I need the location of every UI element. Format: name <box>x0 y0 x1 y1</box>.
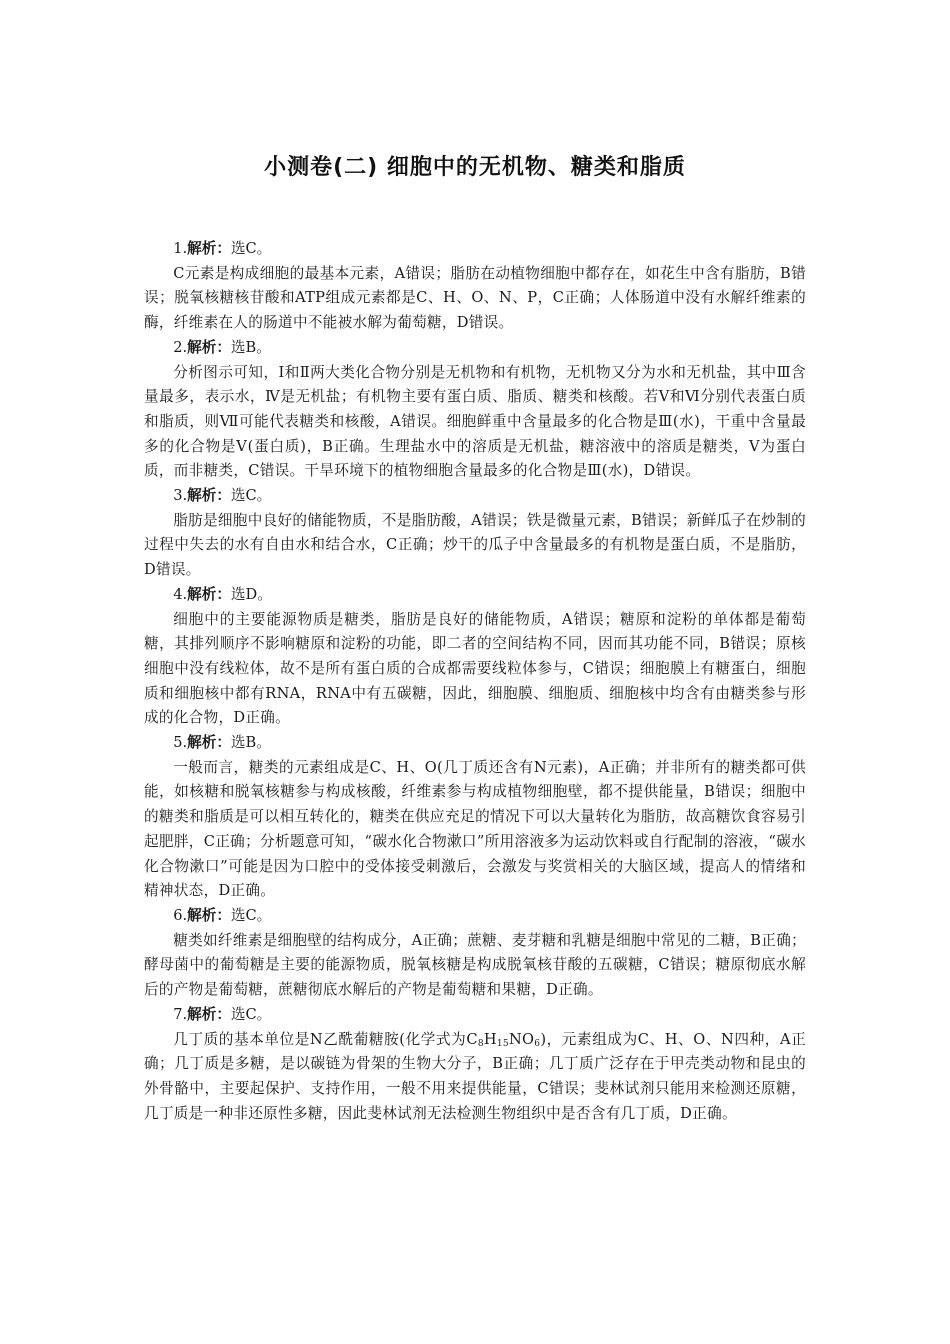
question-6-explanation: 糖类如纤维素是细胞壁的结构成分，A正确；蔗糖、麦芽糖和乳糖是细胞中常见的二糖，B正确；酵母菌中的葡萄糖是主要的能源物质，脱氧核糖是构成脱氧核苷酸的五碳糖，C错误；糖原彻底水解后的产物是葡萄糖，蔗糖彻底水解后的产物是葡萄糖和果糖，D正确。 <box>144 931 806 999</box>
question-number: 4. <box>173 585 188 603</box>
question-2-explanation: 分析图示可知，Ⅰ和Ⅱ两大类化合物分别是无机物和有机物，无机物又分为水和无机盐，其中Ⅲ含量最多，表示水，Ⅳ是无机盐；有机物主要有蛋白质、脂质、糖类和核酸。若Ⅴ和Ⅵ分别代表蛋白质和脂质，则Ⅶ可能代表糖类和核酸，A错误。细胞鲜重中含量最多的化合物是Ⅲ(水)，干重中含量最多的化合物是Ⅴ(蛋白质)，B正确。生理盐水中的溶质是无机盐，糖溶液中的溶质是糖类，Ⅴ为蛋白质，而非糖类，C错误。干旱环境下的植物细胞含量最多的化合物是Ⅲ(水)，D错误。 <box>144 363 806 480</box>
analysis-label: 解析： <box>187 907 231 924</box>
question-6-header <box>144 904 806 929</box>
analysis-label: 解析： <box>187 241 231 257</box>
page-title: 小测卷(二) 细胞中的无机物、糖类和脂质 <box>264 155 686 180</box>
analysis-label: 解析： <box>187 339 231 356</box>
text-segment: H <box>483 1030 497 1048</box>
question-number: 7. <box>173 1005 188 1023</box>
answer-choice: 选B。 <box>230 338 271 356</box>
question-number: 3. <box>173 487 188 505</box>
text-segment: 几丁质的基本单位是N乙酰葡糖胺(化学式为C <box>173 1030 478 1048</box>
text-segment: )，元素组成为C、H、O、N四种，A正确；几丁质是多糖，是以碳链为骨架的生物大分子，B正确；几丁质广泛存在于甲壳类动物和昆虫的外骨骼中，主要起保护、支持作用，一般不用来提供能量，C错误；斐林试剂只能用来检测还原糖，几丁质是一种非还原性多糖，因此斐林试剂无法检测生物组织中是否含有几丁质，D正确。 <box>144 1030 806 1122</box>
subscript: 6 <box>534 1038 541 1049</box>
subscript: 15 <box>496 1038 509 1049</box>
question-5-explanation: 一般而言，糖类的元素组成是C、H、O(几丁质还含有N元素)，A正确；并非所有的糖类都可供能，如核糖和脱氧核糖参与构成核酸，纤维素参与构成植物细胞壁，都不提供能量，B错误；细胞中的糖类和脂质是可以相互转化的，糖类在供应充足的情况下可以大量转化为脂肪，故高糖饮食容易引起肥胖，C正确；分析题意可知，“碳水化合物漱口”所用溶液多为运动饮料或自行配制的溶液，“碳水化合物漱口”可能是因为口腔中的受体接受刺激后，会激发与奖赏相关的大脑区域，提高人的情绪和精神状态，D正确。 <box>144 758 806 900</box>
answer-choice: 选B。 <box>230 734 271 752</box>
question-number: 2. <box>173 338 188 356</box>
question-1-explanation: C元素是构成细胞的最基本元素，A错误；脂肪在动植物细胞中都存在，如花生中含有脂肪，B错误；脱氧核糖核苷酸和ATP组成元素都是C、H、O、N、P，C正确；人体肠道中没有水解纤维素的酶，纤维素在人的肠道中不能被水解为葡萄糖，D错误。 <box>144 264 806 332</box>
question-4-header <box>144 583 806 608</box>
analysis-label: 解析： <box>187 488 231 505</box>
answer-choice: 选D。 <box>230 585 272 603</box>
question-4-explanation: 细胞中的主要能源物质是糖类，脂肪是良好的储能物质，A错误；糖原和淀粉的单体都是葡萄糖，其排列顺序不影响糖原和淀粉的功能，即二者的空间结构不同，因而其功能不同，B错误；原核细胞中没有线粒体，故不是所有蛋白质的合成都需要线粒体参与，C错误；细胞膜上有糖蛋白，细胞质和细胞核中都有RNA，RNA中有五碳糖，因此，细胞膜、细胞质、细胞核中均含有由糖类参与形成的化合物，D正确。 <box>144 610 806 727</box>
answer-choice: 选C。 <box>230 487 272 505</box>
question-number: 6. <box>173 906 188 924</box>
analysis-label: 解析： <box>187 586 231 603</box>
question-3-header <box>144 484 806 509</box>
question-5-header <box>144 731 806 756</box>
question-3-explanation: 脂肪是细胞中良好的储能物质，不是脂肪酸，A错误；铁是微量元素，B错误；新鲜瓜子在炒制的过程中失去的水有自由水和结合水，C正确；炒干的瓜子中含量最多的有机物是蛋白质，不是脂肪，D错误。 <box>144 511 806 579</box>
answer-choice: 选C。 <box>230 1005 272 1023</box>
question-2-header <box>144 336 806 361</box>
answer-content <box>144 237 806 1126</box>
question-7-header <box>144 1003 806 1028</box>
question-number: 5. <box>173 734 188 752</box>
answer-choice: 选C。 <box>230 906 272 924</box>
question-number: 1. <box>173 240 188 257</box>
analysis-label: 解析： <box>187 735 231 752</box>
subscript: 8 <box>477 1038 484 1049</box>
text-segment: NO <box>508 1030 535 1048</box>
question-7-explanation <box>144 1028 806 1127</box>
question-1-header <box>144 237 806 262</box>
answer-choice: 选C。 <box>230 240 272 257</box>
analysis-label: 解析： <box>187 1006 231 1023</box>
